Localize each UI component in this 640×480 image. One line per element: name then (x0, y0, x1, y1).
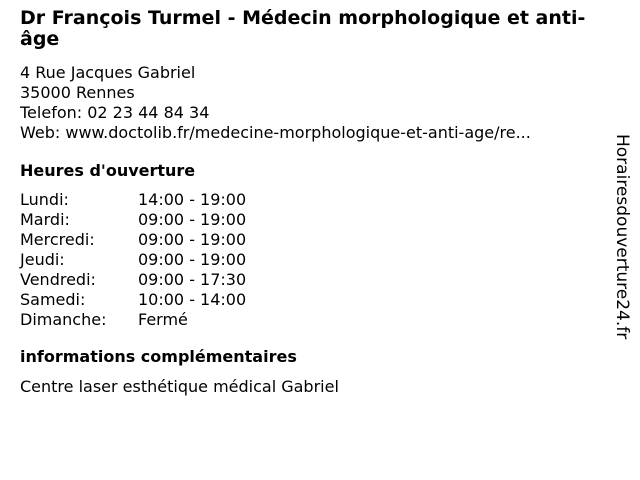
hours-row-samedi (20, 290, 616, 310)
hours-time: 09:00 - 19:00 (138, 230, 247, 249)
hours-day: Vendredi: (20, 270, 96, 289)
hours-table (20, 190, 616, 330)
phone-number: Telefon: 02 23 44 84 34 (20, 103, 210, 122)
hours-row-jeudi (20, 250, 616, 270)
hours-day: Dimanche: (20, 310, 107, 329)
hours-day: Lundi: (20, 190, 69, 209)
hours-day: Mardi: (20, 210, 70, 229)
hours-row-vendredi (20, 270, 616, 290)
hours-time: 09:00 - 19:00 (138, 250, 247, 269)
hours-row-mardi (20, 210, 616, 230)
address-block (20, 63, 616, 143)
hours-time: 09:00 - 19:00 (138, 210, 247, 229)
city-postcode: 35000 Rennes (20, 83, 135, 102)
hours-day: Mercredi: (20, 230, 95, 249)
hours-time: 14:00 - 19:00 (138, 190, 247, 209)
info-text: Centre laser esthétique médical Gabriel (20, 377, 339, 396)
hours-heading: Heures d'ouverture (20, 161, 196, 180)
hours-row-lundi (20, 190, 616, 210)
hours-time: 09:00 - 17:30 (138, 270, 247, 289)
site-brand-vertical: Horairesdouverture24.fr (612, 134, 632, 340)
hours-row-mercredi (20, 230, 616, 250)
website-link[interactable]: Web: www.doctolib.fr/medecine-morphologique-et-anti-age/re... (20, 123, 531, 142)
info-heading: informations complémentaires (20, 347, 297, 366)
page-title: Dr François Turmel - Médecin morphologique et anti-âge (20, 7, 586, 50)
hours-time: Fermé (138, 310, 188, 329)
street-address: 4 Rue Jacques Gabriel (20, 63, 196, 82)
hours-row-dimanche (20, 310, 616, 330)
hours-time: 10:00 - 14:00 (138, 290, 247, 309)
hours-day: Jeudi: (20, 250, 65, 269)
listing-card (20, 8, 616, 397)
hours-day: Samedi: (20, 290, 86, 309)
